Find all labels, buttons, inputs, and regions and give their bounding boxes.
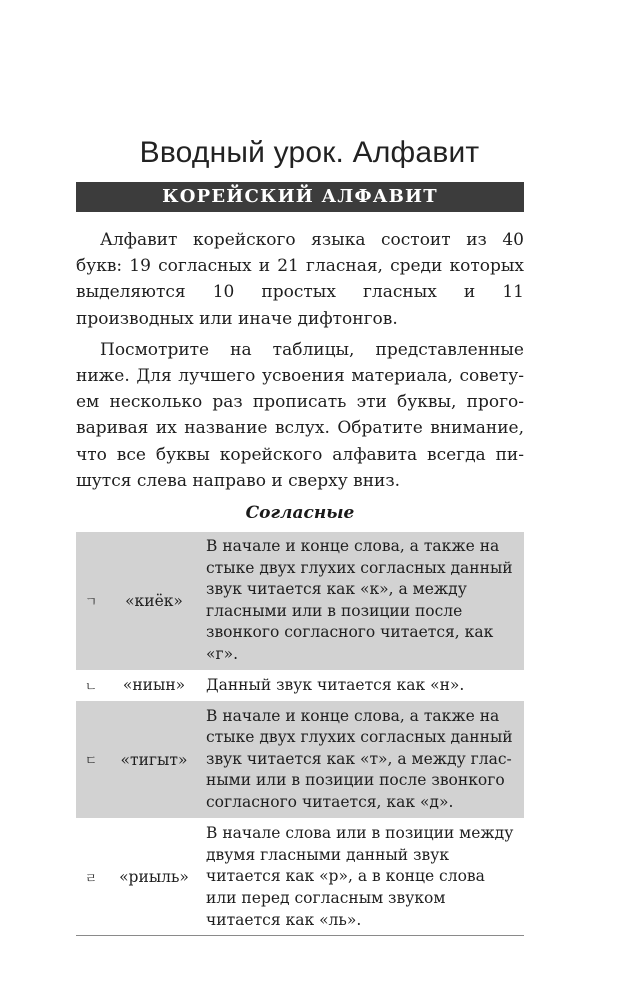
letter-description: В начале слова или в позиции между двумя гласными данный звук читается как «р», а в конце слова или перед согласным звуком читается как «ль». bbox=[202, 819, 524, 936]
korean-letter: ㄷ bbox=[76, 701, 106, 819]
korean-letter: ㄱ bbox=[76, 532, 106, 670]
paragraph: Алфавит корейского языка состоит из 40 букв: 19 согласных и 21 гласная, среди которых выделяются 10 простых гласных и 11 производных или иначе дифтонгов. bbox=[76, 230, 524, 329]
letter-name: «риыль» bbox=[106, 819, 202, 936]
letter-name: «ниын» bbox=[106, 670, 202, 701]
korean-letter: ㄴ bbox=[76, 670, 106, 701]
letter-name: «киёк» bbox=[106, 532, 202, 670]
consonants-table bbox=[76, 532, 524, 936]
paragraph: Посмотрите на таблицы, представленные ниже. Для лучшего усвоения материала, советуем несколько раз прописать эти буквы, проговаривая их название вслух. Обратите внимание, что все буквы корейского алфавита всегда пишутся слева направо и сверху вниз. bbox=[76, 339, 524, 491]
korean-letter: ㄹ bbox=[76, 819, 106, 936]
table-row bbox=[76, 701, 524, 819]
letter-description: В начале и конце слова, а также на стыке двух глухих согласных данный звук читается как «т», а между гласными или в позиции после звонкого согласного читается, как «д». bbox=[202, 701, 524, 819]
section-banner: КОРЕЙСКИЙ АЛФАВИТ bbox=[76, 182, 524, 212]
letter-name: «тигыт» bbox=[106, 701, 202, 819]
page-title: Вводный урок. Алфавит bbox=[139, 136, 480, 170]
table-row bbox=[76, 532, 524, 670]
letter-description: Данный звук читается как «н». bbox=[202, 670, 524, 701]
table-caption: Согласные bbox=[245, 503, 355, 523]
table-row bbox=[76, 670, 524, 701]
letter-description: В начале и конце слова, а также на стыке двух глухих согласных данный звук читается как «к», а между гласными или в позиции после звонкого согласного читается, как «г». bbox=[202, 532, 524, 670]
table-row bbox=[76, 819, 524, 936]
intro-text bbox=[76, 227, 524, 499]
